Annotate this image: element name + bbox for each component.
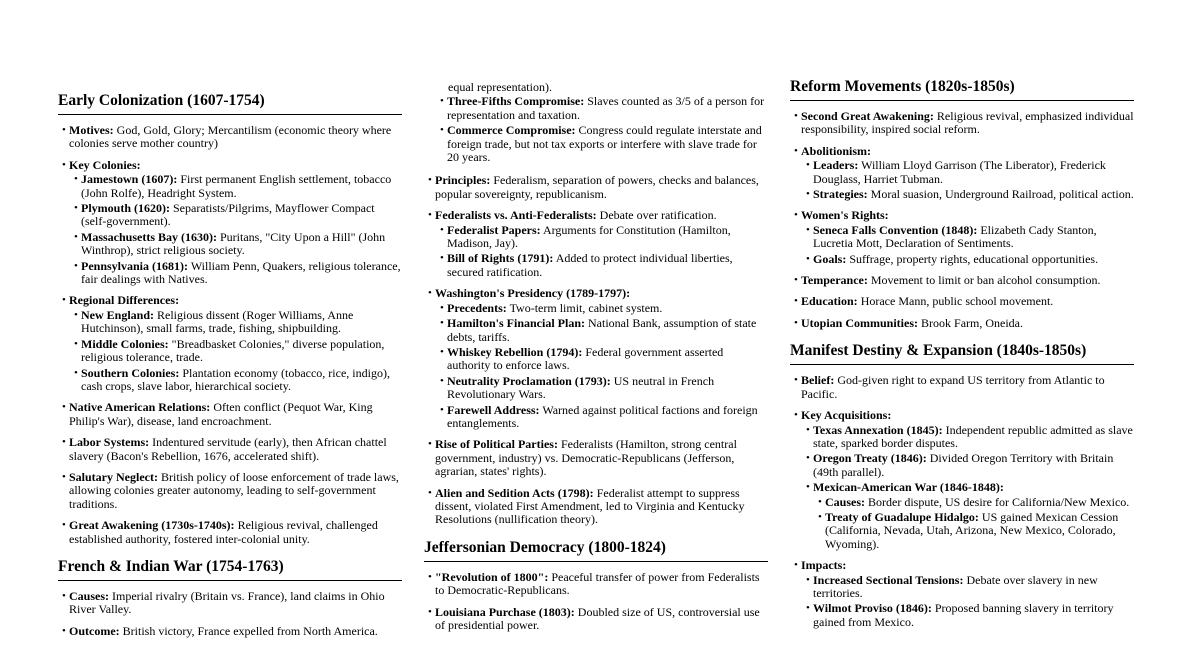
term-label: Great Awakening (1730s-1740s): [69,518,235,533]
term-label: Wilmot Proviso (1846): [813,601,932,616]
term-label: Southern Colonies: [81,365,180,380]
term-description: Religious revival, challenged established authority, fostered inter-colonial unity. [69,518,378,546]
list-item-three-fifths-compromise [436,95,768,122]
list-item-strategies [802,188,1134,201]
list-item-key-acquisitions [790,409,1134,551]
list-item-commerce-compromise [436,124,768,164]
bullet-list [790,110,1134,330]
term-description: God-given right to expand US territory from Atlantic to Pacific. [801,373,1105,401]
term-description: Religious revival, emphasized individual responsibility, inspired social reform. [801,109,1134,137]
term-description: British victory, France expelled from North America. [122,623,378,638]
term-label: Goals: [813,251,847,266]
list-item-louisiana-purchase-1803 [424,606,768,633]
term-label: Education: [801,294,858,309]
term-label: Bill of Rights (1791): [447,251,554,266]
term-label: Motives: [69,123,114,137]
term-label: Jamestown (1607): [81,172,178,187]
section-heading: Jeffersonian Democracy (1800-1824) [424,539,768,562]
term-description: Congress could regulate interstate and foreign trade, but not tax exports or interfere with slave trade for 20 years. [447,123,762,165]
bullet-list [802,159,1134,201]
list-item-neutrality-proclamation-1793 [436,375,768,402]
list-item-precedents [436,302,768,315]
list-item-regional-differences [58,294,402,393]
list-item-federalists-vs-anti-federalists [424,209,768,279]
term-label: Farewell Address: [447,402,540,417]
list-item-causes [58,590,402,617]
term-description: Slaves counted as 3/5 of a person for representation and taxation. [447,94,765,122]
term-label: Federalist Papers: [447,222,541,237]
term-description: US neutral in French Revolutionary Wars. [447,373,715,402]
term-description: Federalists (Hamilton, strong central government, industry) vs. Democratic-Republicans (Jefferson, agrarian, states' rights). [435,437,737,479]
bullet-list [790,374,1134,629]
list-item-mexican-american-war-1846-1848 [802,481,1134,551]
term-description: Debate over ratification. [599,208,717,223]
term-label: Regional Differences: [69,293,180,308]
list-item-seneca-falls-convention-1848 [802,224,1134,251]
term-label: Abolitionism: [801,143,872,158]
term-description: Moral suasion, Underground Railroad, political action. [870,187,1134,202]
list-item-jamestown-1607 [70,173,402,200]
term-label: Principles: [435,173,491,188]
term-description: Federalism, separation of powers, checks and balances, popular sovereignty, republicanism. [435,173,759,201]
term-description: Warned against political factions and foreign entanglements. [447,402,758,430]
term-label: Belief: [801,373,835,388]
term-label: Massachusetts Bay (1630): [81,229,217,244]
list-item-outcome [58,625,402,638]
term-description: Divided Oregon Territory with Britain (49th parallel). [813,451,1114,479]
term-label: Treaty of Guadalupe Hidalgo: [825,509,979,524]
term-description: Indentured servitude (early), then African chattel slavery (Bacon's Rebellion, 1676, accelerated shift). [69,435,387,463]
term-description: Puritans, "City Upon a Hill" (John Winthrop), strict religious society. [81,229,386,258]
term-label: Precedents: [447,300,507,315]
bullet-list [802,574,1134,630]
bullet-list [814,496,1134,552]
term-description: Peaceful transfer of power from Federalists to Democratic-Republicans. [435,569,760,598]
section-reform-movements-1820s-1850s [790,78,1134,330]
bullet-list [58,590,402,638]
term-description: National Bank, assumption of state debts, tariffs. [447,316,757,344]
list-item-labor-systems [58,436,402,463]
list-item-revolution-of-1800 [424,571,768,598]
term-description: Added to protect individual liberties, secured ratification. [447,251,733,279]
term-label: Whiskey Rebellion (1794): [447,344,583,359]
section-manifest-destiny-expansion-1840s-1850s [790,342,1134,629]
list-item-increased-sectional-tensions [802,574,1134,601]
list-item-rise-of-political-parties [424,438,768,478]
term-description: Elizabeth Cady Stanton, Lucretia Mott, Declaration of Sentiments. [813,222,1097,251]
term-description: Brook Farm, Oneida. [921,315,1023,330]
section-heading: French & Indian War (1754-1763) [58,558,402,581]
term-label: Middle Colonies: [81,336,169,351]
list-item-farewell-address [436,404,768,431]
term-label: Neutrality Proclamation (1793): [447,373,611,388]
list-item-middle-colonies [70,338,402,365]
bullet-list [436,95,768,164]
bullet-list [802,424,1134,552]
section-heading: Early Colonization (1607-1754) [58,92,402,115]
list-item-texas-annexation-1845 [802,424,1134,451]
term-label: Strategies: [813,187,868,202]
term-label: Causes: [825,494,866,509]
term-description: Federal government asserted authority to enforce laws. [447,344,724,373]
term-description: William Penn, Quakers, religious tolerance, fair dealings with Natives. [81,258,401,287]
term-description: Debate over slavery in new territories. [813,572,1098,600]
term-description: William Lloyd Garrison (The Liberator), Frederick Douglass, Harriet Tubman. [813,158,1106,186]
term-label: Native American Relations: [69,400,211,415]
term-label: Women's Rights: [801,208,889,223]
list-item-principles [424,174,768,201]
list-item-belief [790,374,1134,401]
term-description: Two-term limit, cabinet system. [509,300,663,315]
list-item-plymouth-1620 [70,202,402,229]
term-description: "Breadbasket Colonies," diverse population, religious tolerance, trade. [81,336,385,365]
term-description: Border dispute, US desire for California/New Mexico. [868,494,1130,509]
list-item-washington-s-presidency-1789-1797 [424,287,768,430]
list-item-education [790,295,1134,308]
list-item-bill-of-rights-1791 [436,252,768,279]
term-label: Pennsylvania (1681): [81,258,189,273]
term-description: US gained Mexican Cession (California, Nevada, Utah, Arizona, New Mexico, Colorado, Wyoming). [825,509,1119,551]
section-continued [424,174,768,526]
bullet-list [70,309,402,393]
bullet-list [424,174,768,526]
list-item-oregon-treaty-1846 [802,452,1134,479]
list-item-goals [802,253,1134,266]
list-item-causes [814,496,1134,509]
term-description: British policy of loose enforcement of trade laws, allowing colonies greater autonomy, leading to self-government traditions. [69,469,399,511]
term-label: Increased Sectional Tensions: [813,572,964,587]
list-item-temperance [790,274,1134,287]
term-description: Plantation economy (tobacco, rice, indigo), cash crops, slave labor, hierarchical society. [81,365,390,393]
list-item-key-colonies [58,159,402,287]
term-label: Commerce Compromise: [447,123,576,138]
list-item-leaders [802,159,1134,186]
list-item-treaty-of-guadalupe-hidalgo [814,511,1134,551]
list-item-alien-and-sedition-acts-1798 [424,487,768,527]
term-description: God, Gold, Glory; Mercantilism (economic theory where colonies serve mother country) [69,123,392,151]
term-description: Movement to limit or ban alcohol consumption. [870,273,1101,288]
list-item-pennsylvania-1681 [70,260,402,287]
column-2 [424,81,768,644]
term-label: Plymouth (1620): [81,201,170,216]
term-label: Salutary Neglect: [69,469,158,484]
list-item-hamilton-s-financial-plan [436,317,768,344]
list-item-impacts [790,559,1134,629]
term-label: Alien and Sedition Acts (1798): [435,485,594,500]
list-item-whiskey-rebellion-1794 [436,346,768,373]
term-description: Often conflict (Pequot War, King Philip's War), disease, land encroachment. [69,400,373,428]
term-label: Federalists vs. Anti-Federalists: [435,208,597,223]
term-description: Suffrage, property rights, educational opportunities. [849,251,1099,266]
term-label: Key Colonies: [69,157,141,172]
list-item-massachusetts-bay-1630 [70,231,402,258]
term-label: Mexican-American War (1846-1848): [813,480,1004,495]
term-label: Second Great Awakening: [801,109,934,123]
term-label: Hamilton's Financial Plan: [447,316,586,331]
term-label: Utopian Communities: [801,315,919,330]
bullet-list [58,124,402,546]
term-description: Doubled size of US, controversial use of presidential power. [435,604,760,632]
term-label: Temperance: [801,273,868,288]
term-description: Arguments for Constitution (Hamilton, Madison, Jay). [447,222,731,251]
term-description: Imperial rivalry (Britain vs. France), land claims in Ohio River Valley. [69,588,385,617]
bullet-list [436,224,768,280]
term-description: Independent republic admitted as slave state, sparked border disputes. [813,422,1133,450]
section-heading: Reform Movements (1820s-1850s) [790,78,1134,101]
term-label: Key Acquisitions: [801,408,892,423]
term-label: "Revolution of 1800": [435,569,549,584]
continued-text: equal representation). [448,80,552,94]
list-item-motives [58,124,402,151]
bullet-list [802,224,1134,266]
term-label: Causes: [69,588,110,603]
column-1 [58,92,402,650]
list-item-southern-colonies [70,367,402,394]
term-label: New England: [81,307,155,322]
list-item-women-s-rights [790,209,1134,266]
term-description: First permanent English settlement, tobacco (John Rolfe), Headright System. [81,172,392,200]
list-item-abolitionism [790,145,1134,202]
section-heading: Manifest Destiny & Expansion (1840s-1850s) [790,342,1134,365]
section-french-indian-war-1754-1763 [58,558,402,638]
bullet-list [70,173,402,286]
term-description: Religious dissent (Roger Williams, Anne Hutchinson), small farms, trade, fishing, shipbuilding. [81,307,354,336]
section-early-colonization-1607-1754 [58,92,402,546]
term-label: Labor Systems: [69,435,150,450]
term-label: Texas Annexation (1845): [813,422,943,437]
term-label: Washington's Presidency (1789-1797): [435,286,631,301]
term-label: Impacts: [801,558,847,573]
term-description: Horace Mann, public school movement. [860,294,1054,309]
term-label: Rise of Political Parties: [435,437,558,452]
list-item-second-great-awakening [790,110,1134,137]
list-item-federalist-papers [436,224,768,251]
term-description: Federalist attempt to suppress dissent, violated First Amendment, led to Virginia and Kentucky Resolutions (nullification theory). [435,485,745,527]
column-3 [790,78,1134,641]
list-item-great-awakening-1730s-1740s [58,519,402,546]
term-description: Separatists/Pilgrims, Mayflower Compact (self-government). [81,201,375,229]
list-item-wilmot-proviso-1846 [802,602,1134,629]
term-label: Seneca Falls Convention (1848): [813,222,978,237]
term-label: Outcome: [69,623,120,638]
list-item-salutary-neglect [58,471,402,511]
term-label: Three-Fifths Compromise: [447,94,585,109]
list-item-utopian-communities [790,317,1134,330]
bullet-list [436,302,768,431]
term-label: Louisiana Purchase (1803): [435,604,575,619]
term-label: Leaders: [813,158,859,173]
bullet-list [424,571,768,633]
list-item-new-england [70,309,402,336]
term-label: Oregon Treaty (1846): [813,451,927,466]
section-jeffersonian-democracy-1800-1824 [424,539,768,633]
list-item-native-american-relations [58,401,402,428]
term-description: Proposed banning slavery in territory gained from Mexico. [813,601,1114,629]
